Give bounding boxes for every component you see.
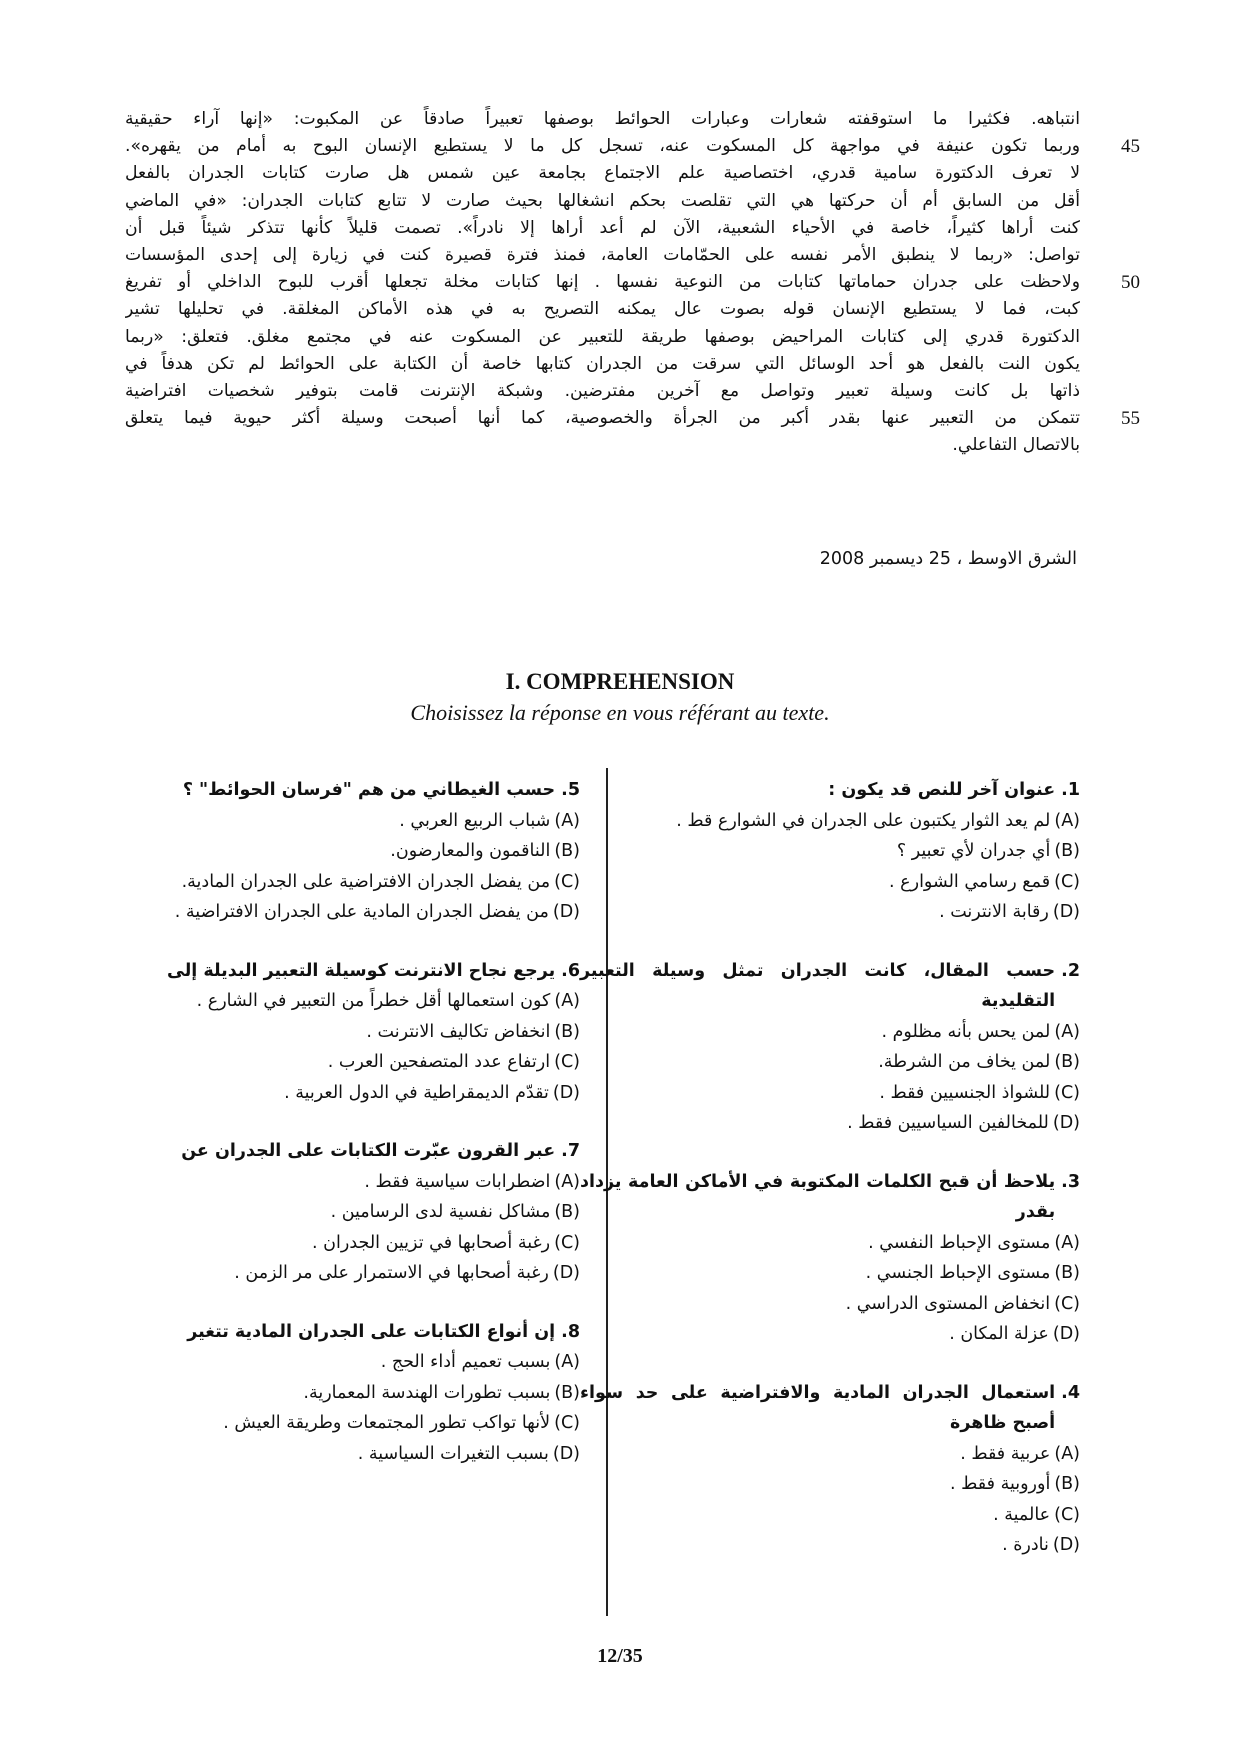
- answer-option: [580, 1258, 1080, 1289]
- option-text: شباب الربيع العربي .: [399, 810, 551, 831]
- question-text: حسب المقال، كانت الجدران تمثل وسيلة التعبير التقليدية: [580, 960, 1056, 1011]
- option-letter: (B): [1054, 841, 1080, 861]
- option-letter: (B): [554, 1382, 580, 1403]
- option-text: من يفضل الجدران المادية على الجدران الافتراضية .: [174, 902, 549, 922]
- option-letter: (B): [1054, 1474, 1080, 1494]
- option-text: رغبة أصحابها في تزيين الجدران .: [312, 1232, 551, 1253]
- question-number: 8.: [561, 1321, 580, 1342]
- passage-line: [125, 106, 1115, 133]
- answer-option: [110, 867, 580, 898]
- option-letter: (C): [1054, 871, 1080, 892]
- option-letter: (B): [1054, 1263, 1080, 1283]
- answer-option: [580, 867, 1080, 898]
- option-letter: (C): [1054, 1504, 1080, 1525]
- option-text: لمن يحس بأنه مظلوم .: [881, 1021, 1051, 1042]
- option-text: عربية فقط .: [960, 1443, 1051, 1464]
- option-letter: (C): [554, 1052, 580, 1072]
- section-subtitle: Choisissez la réponse en vous référant au texte.: [410, 700, 830, 725]
- line-number: 50: [1121, 272, 1140, 294]
- passage-line: [125, 296, 1115, 323]
- option-letter: (D): [1052, 1113, 1080, 1133]
- questions-column-right: [580, 775, 1080, 1589]
- option-letter: (A): [554, 1171, 580, 1192]
- passage-line: [125, 432, 1115, 459]
- option-text: رغبة أصحابها في الاستمرار على مر الزمن .: [234, 1263, 549, 1283]
- question-block: [110, 1136, 580, 1289]
- answer-option: [580, 1289, 1080, 1320]
- passage-line-text: تتمكن من التعبير عنها بقدر أكبر من الجرأة والخصوصية، كما أنها أصبحت وسيلة أكثر حيوية فيما يتعلق: [125, 408, 1080, 429]
- answer-option: [580, 1319, 1080, 1350]
- passage-line: [125, 269, 1140, 296]
- question-block: [110, 1317, 580, 1470]
- passage-line: [125, 215, 1115, 242]
- option-text: مستوى الإحباط النفسي .: [868, 1232, 1051, 1253]
- option-letter: (D): [552, 902, 580, 922]
- question-heading: [110, 775, 580, 806]
- option-text: ارتفاع عدد المتصفحين العرب .: [327, 1052, 551, 1072]
- question-heading: [110, 956, 580, 987]
- option-letter: (A): [1054, 1232, 1080, 1253]
- passage-line-text: أقل من السابق أم أن حركتها هي التي تقلصت بحكم انشغالها بحيث صارت لا تتابع كتابات الجدران: «في الماضي: [125, 190, 1080, 211]
- question-number: 3.: [1061, 1171, 1080, 1192]
- question-number: 4.: [1061, 1382, 1080, 1403]
- question-block: [580, 1378, 1080, 1561]
- option-letter: (B): [554, 1021, 580, 1042]
- passage-line-text: كبت، فما لا يستطيع الإنسان قوله بصوت عال يمكنه التصريح به في هذه الأماكن المغلقة. في تحليلها تشير: [125, 299, 1080, 320]
- option-letter: (C): [554, 871, 580, 892]
- answer-option: [580, 806, 1080, 837]
- answer-option: [580, 1228, 1080, 1259]
- option-letter: (A): [554, 810, 580, 831]
- passage-line: [125, 160, 1115, 187]
- option-letter: (D): [552, 1443, 580, 1464]
- passage: [125, 106, 1140, 459]
- option-letter: (A): [1054, 810, 1080, 831]
- option-letter: (D): [1052, 1324, 1080, 1344]
- option-letter: (A): [1054, 1443, 1080, 1464]
- question-block: [110, 775, 580, 928]
- passage-line: [125, 351, 1115, 378]
- option-text: من يفضل الجدران الافتراضية على الجدران المادية.: [181, 871, 551, 892]
- option-letter: (B): [554, 841, 580, 861]
- answer-option: [110, 836, 580, 867]
- option-letter: (D): [1052, 1535, 1080, 1555]
- option-text: انخفاض تكاليف الانترنت .: [366, 1021, 551, 1042]
- section-title: I. COMPREHENSION: [505, 669, 735, 694]
- option-text: بسبب تطورات الهندسة المعمارية.: [303, 1382, 551, 1403]
- option-text: عالمية .: [993, 1504, 1051, 1525]
- option-text: الناقمون والمعارضون.: [390, 841, 551, 861]
- question-block: [580, 956, 1080, 1139]
- question-text: يرجع نجاح الانترنت كوسيلة التعبير البديلة إلى: [167, 960, 556, 981]
- option-text: مشاكل نفسية لدى الرسامين .: [330, 1202, 551, 1222]
- option-text: لأنها تواكب تطور المجتمعات وطريقة العيش .: [223, 1413, 551, 1433]
- questions-column-left: [110, 775, 580, 1497]
- option-text: بسبب التغيرات السياسية .: [357, 1443, 549, 1464]
- answer-option: [580, 1047, 1080, 1078]
- option-letter: (D): [1052, 902, 1080, 922]
- answer-option: [580, 1530, 1080, 1561]
- passage-line: [125, 242, 1115, 269]
- line-number: 45: [1121, 136, 1140, 158]
- answer-option: [110, 1167, 580, 1198]
- option-letter: (A): [554, 991, 580, 1011]
- passage-line-text: لا تعرف الدكتورة سامية قدري، اختصاصية علم الاجتماع بجامعة عين شمس هل صارت كتابات الجدران بالفعل: [125, 163, 1080, 184]
- answer-option: [110, 1378, 580, 1409]
- question-number: 5.: [561, 780, 580, 800]
- question-number: 6.: [561, 960, 580, 981]
- question-heading: [110, 1136, 580, 1167]
- answer-option: [110, 1017, 580, 1048]
- passage-line: [125, 405, 1140, 432]
- answer-option: [110, 1439, 580, 1470]
- question-text: عبر القرون عبّرت الكتابات على الجدران عن: [181, 1141, 556, 1161]
- passage-line-text: الدكتورة قدري إلى كتابات المراحيض بوصفها طريقة للتعبير عن المسكوت عنه في مجتمع مغلق. فتعلق: «ربما: [125, 326, 1080, 347]
- option-letter: (C): [554, 1232, 580, 1253]
- option-letter: (D): [552, 1263, 580, 1283]
- question-block: [110, 956, 580, 1109]
- option-text: لم يعد الثوار يكتبون على الجدران في الشوارع قط .: [676, 810, 1051, 831]
- option-letter: (B): [1054, 1052, 1080, 1072]
- answer-option: [110, 1408, 580, 1439]
- option-text: لمن يخاف من الشرطة.: [878, 1052, 1051, 1072]
- passage-line: [125, 378, 1115, 405]
- answer-option: [580, 1078, 1080, 1109]
- answer-option: [110, 1047, 580, 1078]
- passage-line-text: كنت أراها كثيراً، خاصة في الأحياء الشعبية، الآن لم أعد أراها إلا نادراً». تصمت قليلاً كأنها تتذكر شيئاً قبل أن: [125, 217, 1080, 238]
- question-text: يلاحظ أن قبح الكلمات المكتوبة في الأماكن العامة يزداد بقدر: [580, 1171, 1056, 1222]
- answer-option: [110, 1228, 580, 1259]
- passage-line: [125, 324, 1115, 351]
- option-letter: (A): [554, 1352, 580, 1372]
- answer-option: [110, 1197, 580, 1228]
- answer-option: [110, 1258, 580, 1289]
- option-text: بسبب تعميم أداء الحج .: [380, 1352, 551, 1372]
- question-text: إن أنواع الكتابات على الجدران المادية تتغير: [187, 1321, 556, 1342]
- passage-line-text: يكون النت بالفعل هو أحد الوسائل التي سرقت من الجدران كتابها خاصة أن الكتابة على الحوائط لم تكن هدفاً في: [125, 353, 1080, 374]
- option-letter: (C): [554, 1413, 580, 1433]
- passage-line-text: ذاتها بل كانت وسيلة تعبير وتواصل مع آخرين مفترضين. وشبكة الإنترنت قامت بتوفير شخصيات افتراضية: [125, 380, 1080, 401]
- question-number: 2.: [1061, 960, 1080, 981]
- passage-line-text: انتباهه. فكثيرا ما استوقفته شعارات وعبارات الحوائط بوصفها تعبيراً صادقاً عن المكبوت: «إنها آراء حقيقية: [125, 109, 1080, 129]
- option-text: أي جدران لأي تعبير ؟: [896, 841, 1051, 861]
- answer-option: [580, 1469, 1080, 1500]
- source-citation: الشرق الاوسط ، 25 ديسمبر 2008: [819, 549, 1077, 569]
- answer-option: [110, 897, 580, 928]
- question-block: [580, 775, 1080, 928]
- passage-line: [125, 133, 1140, 160]
- option-text: تقدّم الديمقراطية في الدول العربية .: [284, 1082, 549, 1103]
- question-block: [580, 1167, 1080, 1350]
- option-text: انخفاض المستوى الدراسي .: [845, 1293, 1051, 1314]
- question-heading: [580, 1167, 1080, 1228]
- question-heading: [580, 956, 1080, 1017]
- question-heading: [580, 775, 1080, 806]
- passage-line-text: وربما تكون عنيفة في مواجهة كل المسكوت عنه، تسجل كل ما لا يستطيع الإنسان البوح به أمام من يقهره».: [125, 136, 1080, 157]
- question-heading: [110, 1317, 580, 1348]
- option-text: للشواذ الجنسيين فقط .: [879, 1082, 1051, 1103]
- answer-option: [110, 1078, 580, 1109]
- passage-line: [125, 188, 1115, 215]
- passage-line-text: تواصل: «ربما لا ينطبق الأمر نفسه على الحمّامات العامة، فمنذ فترة قصيرة كنت في زيارة إلى إحدى المؤسسات: [125, 244, 1080, 265]
- option-text: اضطرابات سياسية فقط .: [364, 1171, 551, 1192]
- option-text: كون استعمالها أقل خطراً من التعبير في الشارع .: [196, 991, 551, 1011]
- option-letter: (B): [554, 1202, 580, 1222]
- answer-option: [110, 806, 580, 837]
- question-heading: [580, 1378, 1080, 1439]
- answer-option: [110, 1347, 580, 1378]
- question-number: 7.: [561, 1141, 580, 1161]
- question-text: عنوان آخر للنص قد يكون :: [828, 780, 1056, 800]
- option-text: رقابة الانترنت .: [939, 902, 1049, 922]
- option-letter: (C): [1054, 1082, 1080, 1103]
- answer-option: [110, 986, 580, 1017]
- option-letter: (A): [1054, 1021, 1080, 1042]
- line-number: 55: [1121, 408, 1140, 430]
- passage-line-text: بالاتصال التفاعلي.: [952, 435, 1080, 456]
- question-number: 1.: [1061, 780, 1080, 800]
- option-text: قمع رسامي الشوارع .: [889, 871, 1051, 892]
- passage-line-text: ولاحظت على جدران حماماتها كتابات من النوعية نفسها . إنها كتابات مخلة تجعلها أقرب للبوح الداخلي أو تفريغ: [125, 272, 1080, 293]
- option-text: للمخالفين السياسيين فقط .: [847, 1113, 1049, 1133]
- answer-option: [580, 1108, 1080, 1139]
- option-text: مستوى الإحباط الجنسي .: [865, 1263, 1051, 1283]
- answer-option: [580, 897, 1080, 928]
- option-letter: (C): [1054, 1293, 1080, 1314]
- page-number: 12/35: [597, 1645, 643, 1667]
- option-text: أوروبية فقط .: [950, 1474, 1051, 1494]
- option-letter: (D): [552, 1082, 580, 1103]
- answer-option: [580, 1017, 1080, 1048]
- answer-option: [580, 1500, 1080, 1531]
- question-text: حسب الغيطاني من هم "فرسان الحوائط" ؟: [182, 780, 556, 800]
- question-text: استعمال الجدران المادية والافتراضية على حد سواء أصبح ظاهرة: [580, 1382, 1056, 1433]
- answer-option: [580, 1439, 1080, 1470]
- answer-option: [580, 836, 1080, 867]
- option-text: نادرة .: [1002, 1535, 1049, 1555]
- option-text: عزلة المكان .: [949, 1324, 1049, 1344]
